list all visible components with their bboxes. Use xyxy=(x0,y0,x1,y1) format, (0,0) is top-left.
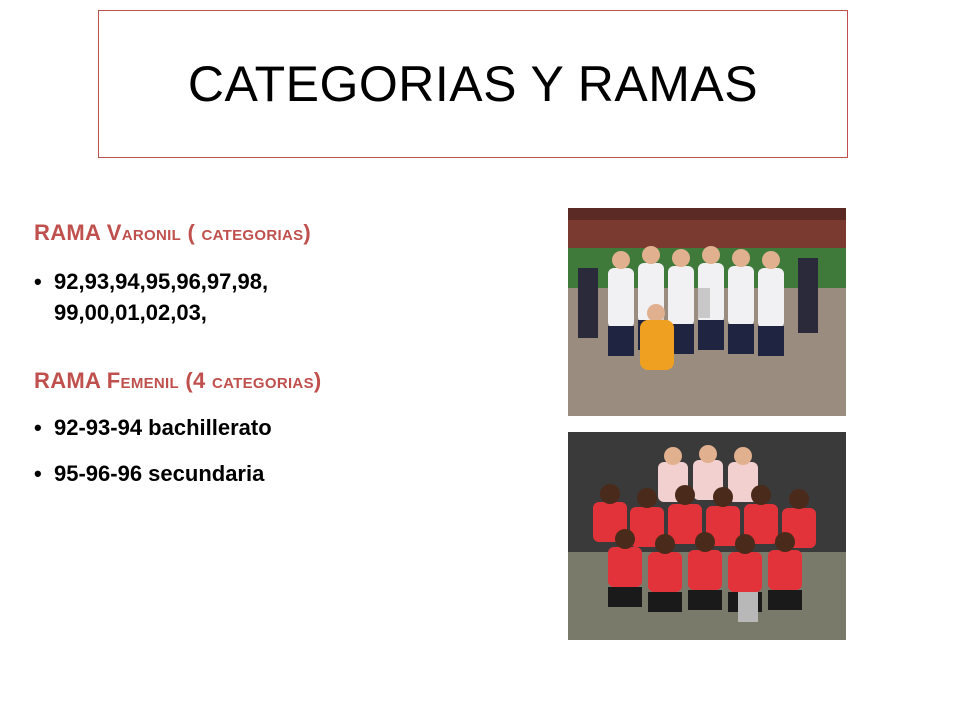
title-box xyxy=(98,10,848,158)
bullet-icon: • xyxy=(34,461,42,486)
section-heading-femenil: RAMA Femenil (4 categorias) xyxy=(34,368,322,393)
list-item xyxy=(34,412,374,443)
list-item-text: 92-93-94 bachillerato xyxy=(54,415,272,440)
slide-title: CATEGORIAS Y RAMAS xyxy=(187,56,759,112)
list-item xyxy=(34,266,374,328)
bullet-icon: • xyxy=(34,269,42,294)
boys-team-photo xyxy=(568,208,846,416)
list-item-text: 95-96-96 secundaria xyxy=(54,461,265,486)
girls-team-photo xyxy=(568,432,846,640)
bullet-icon: • xyxy=(34,415,42,440)
list-item-text: 92,93,94,95,96,97,98, 99,00,01,02,03, xyxy=(54,269,269,325)
section-heading-varonil: RAMA Varonil ( categorias) xyxy=(34,220,312,245)
list-item xyxy=(34,458,374,489)
